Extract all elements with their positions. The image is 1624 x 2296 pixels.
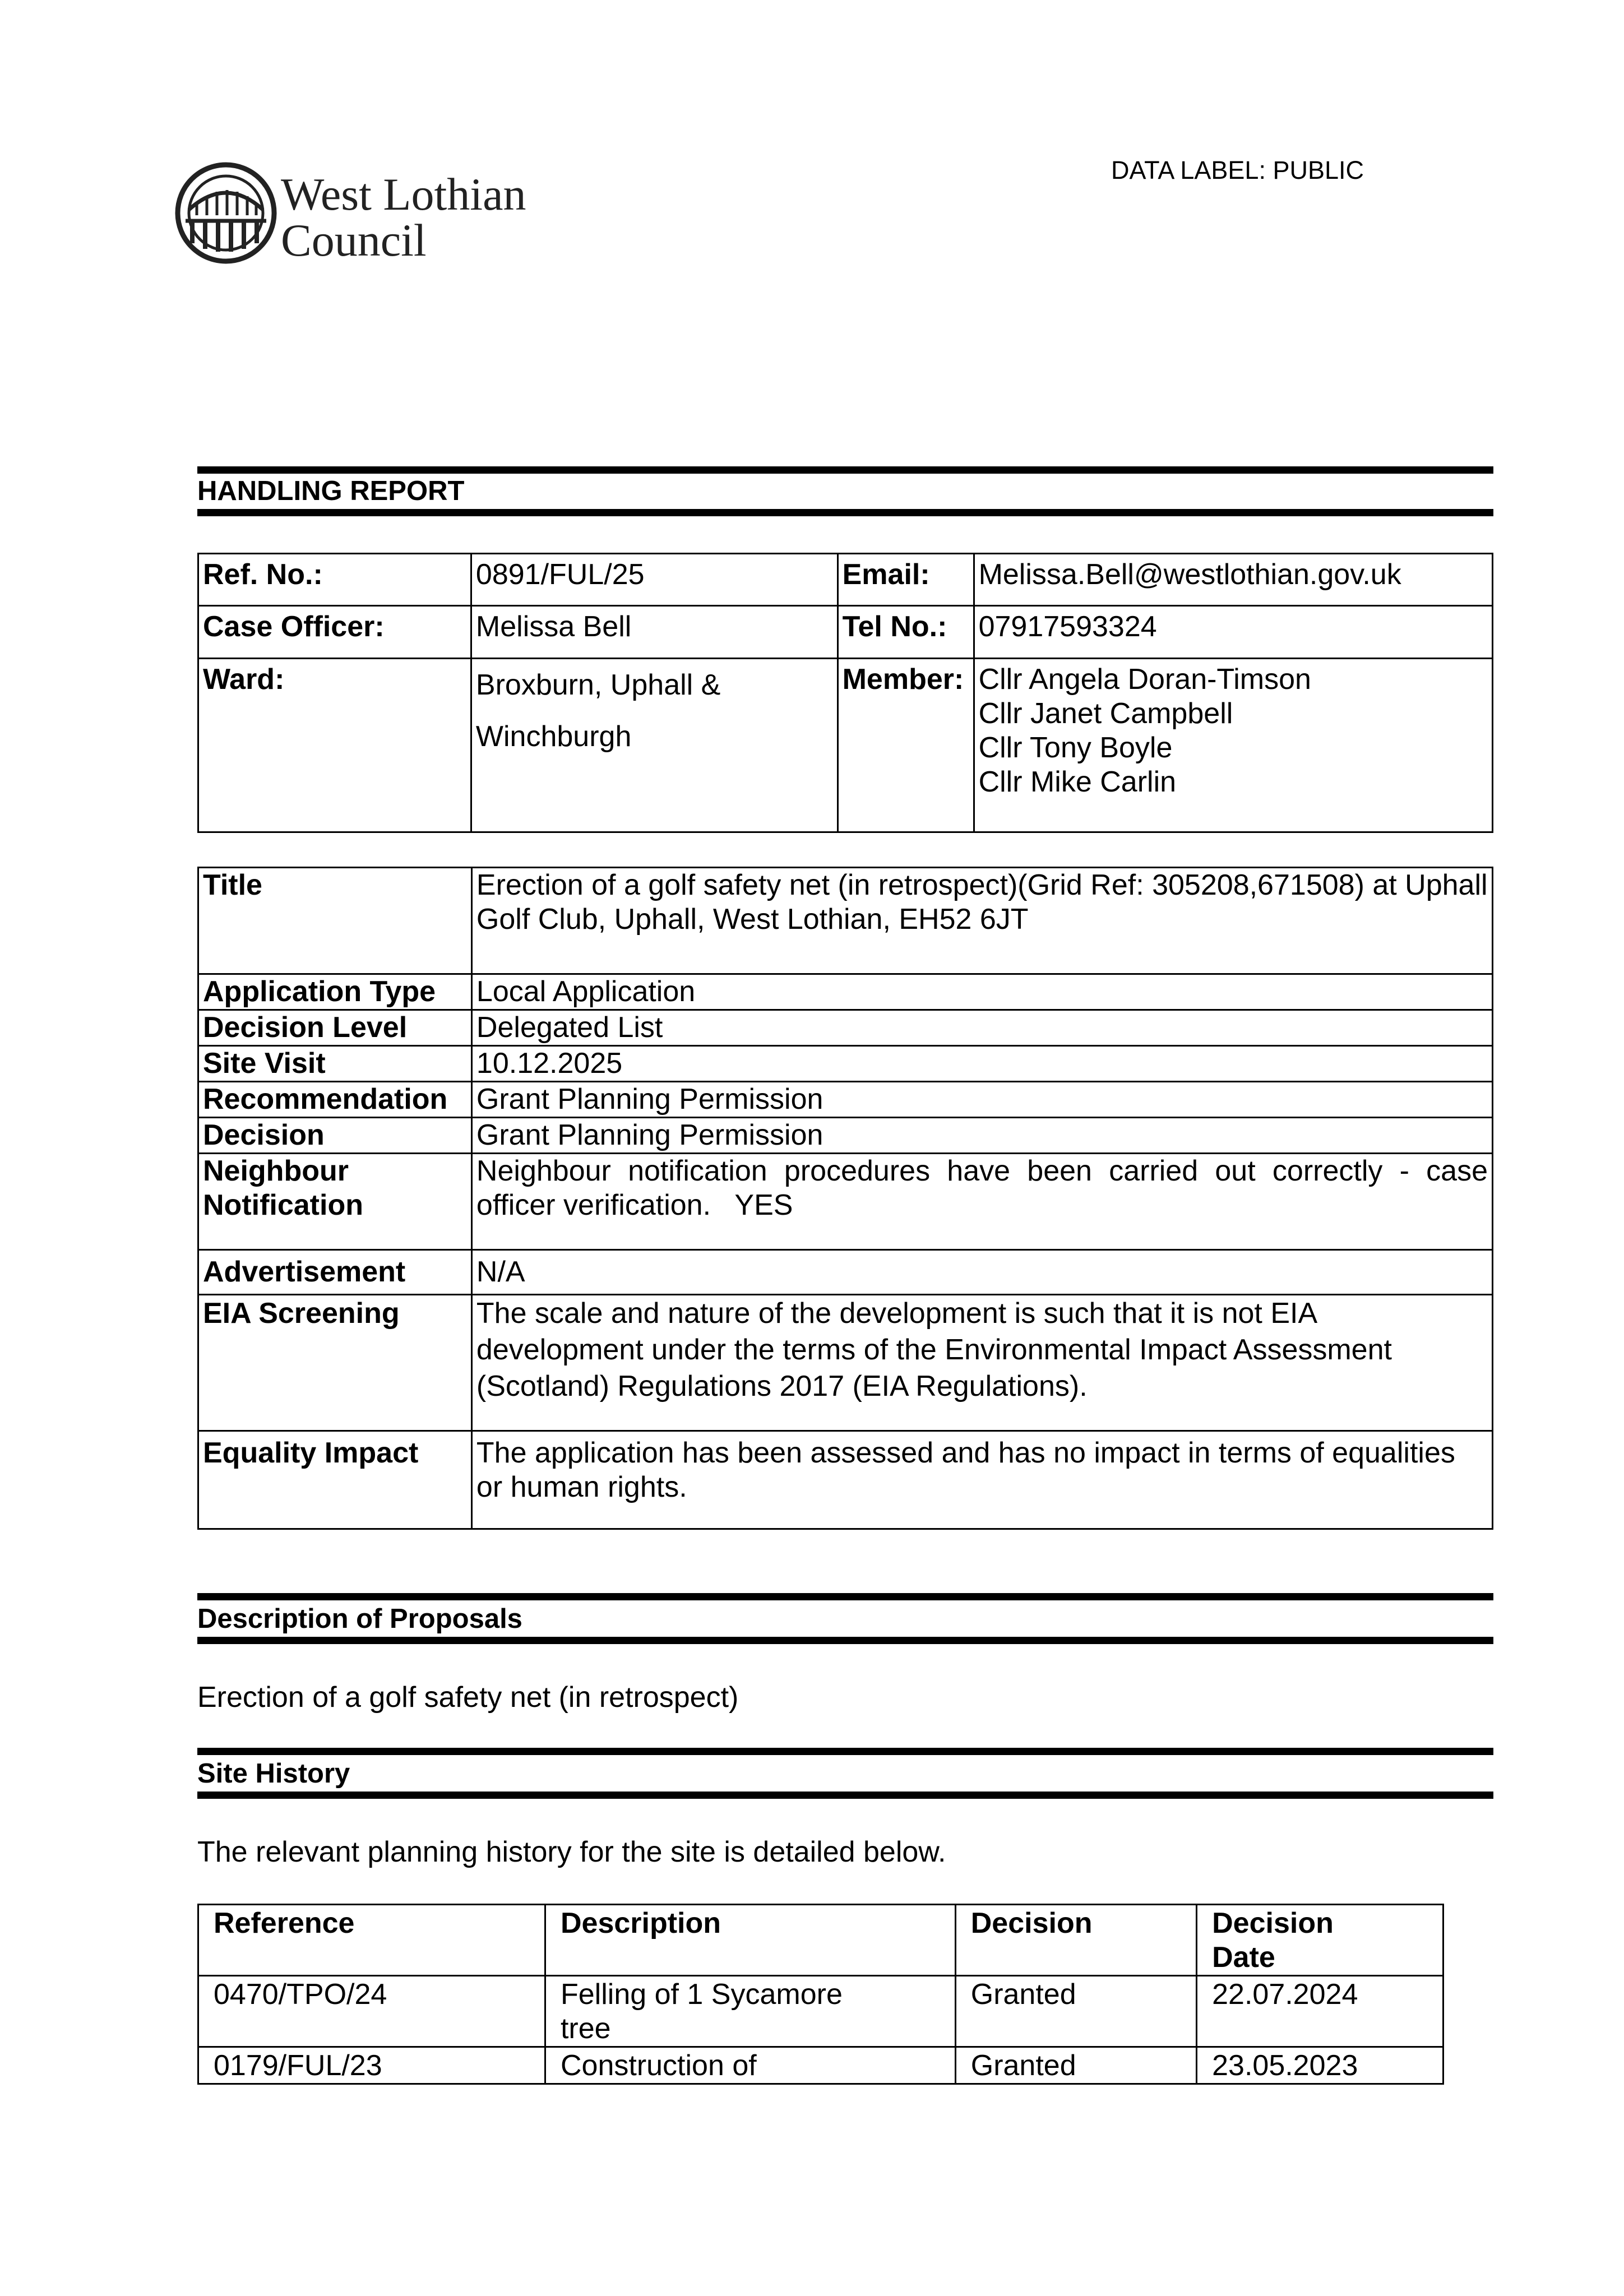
title-value: Erection of a golf safety net (in retrospect)(Grid Ref: 305208,671508) at Uphall Golf Club, Uphall, West Lothian, EH52 6JT xyxy=(471,868,1492,974)
advertisement-value: N/A xyxy=(471,1250,1492,1295)
description-text: Erection of a golf safety net (in retrospect) xyxy=(197,1681,739,1714)
col-header-description: Description xyxy=(545,1905,955,1976)
eia-screening-label: EIA Screening xyxy=(198,1295,472,1431)
history-top-rule xyxy=(197,1748,1493,1755)
data-label: DATA LABEL: PUBLIC xyxy=(1111,156,1364,184)
member-item: Cllr Tony Boyle xyxy=(978,732,1173,764)
application-type-label: Application Type xyxy=(198,974,472,1010)
history-reference: 0179/FUL/23 xyxy=(198,2047,545,2084)
site-visit-value: 10.12.2025 xyxy=(471,1046,1492,1082)
logo-line-2: Council xyxy=(281,215,427,266)
report-title: HANDLING REPORT xyxy=(197,476,465,506)
ref-value: 0891/FUL/25 xyxy=(471,554,838,606)
decision-level-value: Delegated List xyxy=(471,1010,1492,1046)
history-decision-date: 22.07.2024 xyxy=(1197,1976,1443,2047)
recommendation-label: Recommendation xyxy=(198,1082,472,1118)
logo-line-1: West Lothian xyxy=(281,169,526,220)
neighbour-notification-label xyxy=(198,1154,472,1250)
ward-line-1: Broxburn, Uphall & xyxy=(475,669,721,701)
officer-details-table xyxy=(197,553,1493,833)
table-row xyxy=(198,2047,1443,2084)
application-type-value: Local Application xyxy=(471,974,1492,1010)
history-reference: 0470/TPO/24 xyxy=(198,1976,545,2047)
neighbour-notification-value: Neighbour notification procedures have been carried out correctly - case officer verification. YES xyxy=(471,1154,1492,1250)
west-lothian-council-logo xyxy=(174,159,556,271)
ward-label: Ward: xyxy=(198,659,471,832)
site-history-heading: Site History xyxy=(197,1758,350,1789)
description-heading: Description of Proposals xyxy=(197,1604,522,1634)
site-history-intro: The relevant planning history for the site is detailed below. xyxy=(197,1836,946,1868)
equality-impact-label: Equality Impact xyxy=(198,1431,472,1529)
equality-impact-value: The application has been assessed and has no impact in terms of equalities or human rights. xyxy=(471,1431,1492,1529)
ward-line-2: Winchburgh xyxy=(475,720,632,753)
ward-value xyxy=(471,659,838,832)
decision-label: Decision xyxy=(198,1118,472,1154)
history-decision: Granted xyxy=(955,1976,1196,2047)
advertisement-label: Advertisement xyxy=(198,1250,472,1295)
neighbour-label-line-2: Notification xyxy=(203,1189,363,1221)
email-value: Melissa.Bell@westlothian.gov.uk xyxy=(974,554,1492,606)
col-header-decision-date: Decision Date xyxy=(1197,1905,1443,1976)
tel-value: 07917593324 xyxy=(974,606,1492,659)
neighbour-label-line-1: Neighbour xyxy=(203,1155,349,1187)
member-item: Cllr Janet Campbell xyxy=(978,697,1233,730)
table-row xyxy=(198,1976,1443,2047)
history-decision: Granted xyxy=(955,2047,1196,2084)
top-rule xyxy=(197,466,1493,474)
member-item: Cllr Mike Carlin xyxy=(978,766,1177,798)
col-header-decision: Decision xyxy=(955,1905,1196,1976)
history-description: Construction of xyxy=(545,2047,955,2084)
application-details-table xyxy=(197,867,1496,1530)
case-officer-value: Melissa Bell xyxy=(471,606,838,659)
ref-label: Ref. No.: xyxy=(198,554,471,606)
title-label: Title xyxy=(198,868,472,974)
history-description: Felling of 1 Sycamore tree xyxy=(545,1976,955,2047)
eia-screening-value: The scale and nature of the development is such that it is not EIA development under the terms of the Environmental Impact Assessment (Scotland) Regulations 2017 (EIA Regulations). xyxy=(471,1295,1492,1431)
tel-label: Tel No.: xyxy=(838,606,974,659)
site-visit-label: Site Visit xyxy=(198,1046,472,1082)
member-item: Cllr Angela Doran-Timson xyxy=(978,663,1311,696)
history-decision-date: 23.05.2023 xyxy=(1197,2047,1443,2084)
decision-value: Grant Planning Permission xyxy=(471,1118,1492,1154)
member-list xyxy=(974,659,1492,832)
bottom-rule xyxy=(197,509,1493,516)
decision-level-label: Decision Level xyxy=(198,1010,472,1046)
member-label: Member: xyxy=(838,659,974,832)
description-bottom-rule xyxy=(197,1637,1493,1644)
email-label: Email: xyxy=(838,554,974,606)
description-top-rule xyxy=(197,1593,1493,1600)
col-header-reference: Reference xyxy=(198,1905,545,1976)
case-officer-label: Case Officer: xyxy=(198,606,471,659)
recommendation-value: Grant Planning Permission xyxy=(471,1082,1492,1118)
site-history-table xyxy=(197,1904,1444,2085)
history-bottom-rule xyxy=(197,1792,1493,1799)
